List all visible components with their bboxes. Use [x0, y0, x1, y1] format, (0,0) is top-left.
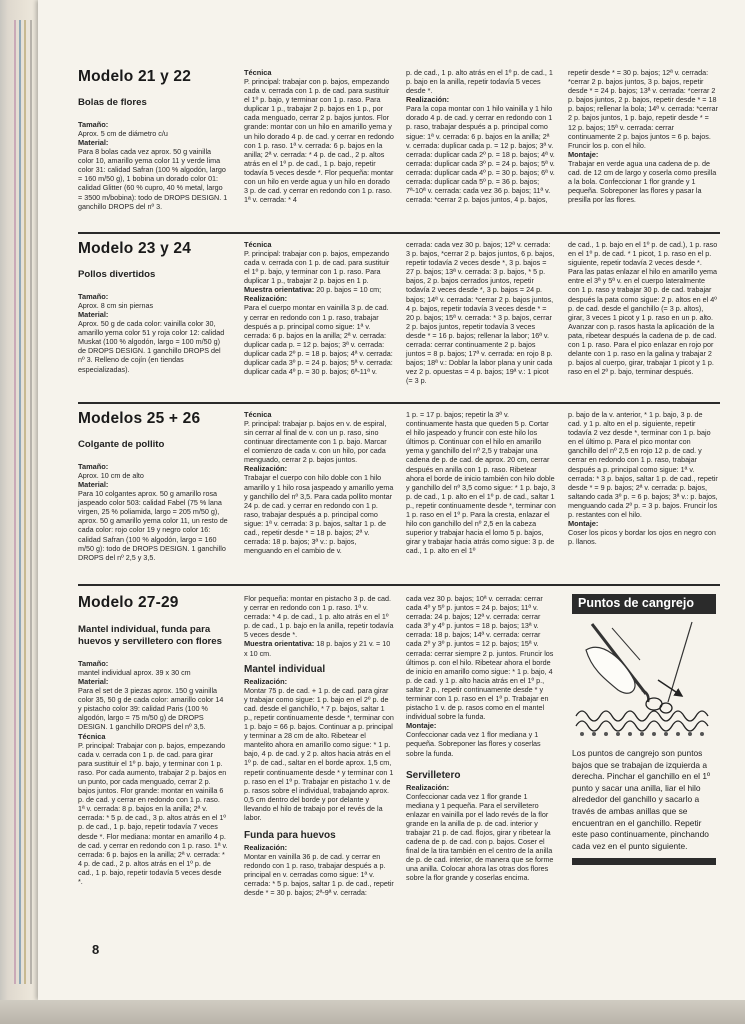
column-text: cada vez 30 p. bajos; 10ª v. cerrada: cerrar cada 4º y 5º p. juntos = 24 p. bajos; 11ª v. cerrada: 24 p. bajos; 12ª v. cerrada: cerrar cada 3º y 4º p. juntos = 18 p. bajos; 13ª v. cerrada: 18 p. bajos; 14ª v. cerrada: cerrar cada 2º y 3º p. juntos = 12 p. bajos; 15ª v. cerrada: cerrar siempre 2 p. juntos. Fruncir los últimos p. con el hilo. Ribetear ahora el borde de inicio en amarillo como sigue: * 1 p. bajo, 4 p. de cad. y 1 p. alto hacia atrás en el 1º p., saltar 2 p., repetir continuamente desde * y terminar con 1 p. raso en el 1º p. Trabajar en pistacho 1 v. de p. rasos como en el mantel individual sobre la funda.	[406, 594, 554, 722]
column-text: cerrada: cada vez 30 p. bajos; 12ª v. cerrada: 3 p. bajos, *cerrar 2 p. bajos juntos, 6 p. bajos, repetir todavía 2 veces desde *, 3 p. bajos = 27 p. bajos; 13ª v. cerrada: 3 p. bajos, * 5 p. bajos, 2 p. bajos cerrados juntos, repetir todavía 2 veces desde *, 3 p. bajos = 24 p. bajos; 14ª v. cerrada: *cerrar 2 p. bajos juntos, 4 p. bajos, repetir todavía 3 veces desde * = 20 p. bajos; 15ª v. cerrada: * 3 p. bajos, cerrar 2 p. bajos juntos, repetir todavía 3 veces desde * = 16 p. bajos; rellenar la labor; 16ª v. cerrada: cerrar continuamente 2 p. bajos juntos = 8 p. bajos; 17ª v. cerrada: en rojo 8 p. bajos; 18ª v.: Doblar la labor plana y unir cada vez 2 p. opuestas = 4 p. bajos; 19ª v.: 1 picot (= 3 p.	[406, 240, 555, 386]
page-number: 8	[92, 942, 100, 957]
crab-stitch-text: Los puntos de cangrejo son puntos bajos que se trabajan de izquierda a derecha. Pinchar el ganchillo en el 1º punto y sacar una anilla, liar el hilo alrededor del ganchillo y sacarlo a través de ambas anillas que se encuentran en el ganchillo. Repetir este paso continuamente, pinchando cada vez en el punto siguiente.	[572, 748, 711, 851]
crab-stitch-illustration	[572, 620, 716, 740]
column-text: p. de cad., 1 p. alto atrás en el 1º p. de cad., 1 p. bajo en la anilla, repetir todavía 5 veces desde *.	[406, 68, 553, 96]
model-title: Modelos 25 + 26	[78, 410, 201, 427]
size-text: Aprox. 5 cm de diámetro c/u	[78, 129, 168, 138]
crab-stitch-box	[572, 594, 718, 865]
assembly-heading: Montaje:	[406, 721, 437, 731]
column-text: p. bajo de la v. anterior, * 1 p. bajo, 3 p. de cad. y 1 p. alto en el p. siguiente, repetir todavía 2 vez desde *, terminar con 1 p. bajo en el último p. Para el pico montar con ganchillo del nº 2,5 en rojo 12 p. de cad. y cerrar en redondo con 1 p. raso, trabajar después a p. principal como sigue: 1ª v. cerrada: * 3 p. bajos, saltar 1 p. de cad., repetir desde * = 9 p. bajos; 2ª v. cerrada: p. bajos, saltando cada 3º p. = 6 p. bajos; 3ª v.: p. bajos, menguando cada 2º p. = 3 p. bajos. Fruncir los p. restantes con el hilo.	[568, 410, 718, 520]
text-column-3	[406, 594, 556, 883]
text-column-3	[406, 68, 556, 204]
realization-heading: Realización:	[244, 294, 288, 304]
section-modelo-21-22	[78, 68, 718, 228]
technique-heading: Técnica	[244, 410, 272, 419]
mantel-text: Montar 75 p. de cad. + 1 p. de cad. para girar y trabajar como sigue: 1 p. bajo en el 2º p. de cad. desde el ganchillo, * 7 p. bajos, saltar 1 p., repetir continuamente desde *, terminar con 1 p. bajo = 66 p. bajos. Continuar a p. principal y terminar a 28 cm de alto. Ribetear el mantelito ahora en amarillo como sigue: * 1 p. bajo, 4 p. de cad. y 2 p. altos hacia atrás en el 1º p. de cad., saltar en el borde aprox. 1,5 cm, repetir continuamente desde * y terminar con 1 p. raso en el 1º p. Trabajar en pistacho 1 v. de p. rasos sobre el individual, trabajando aprox. 0,5 cm dentro del borde y por delante y llevando el hilo de trabajo por el revés de la labor.	[244, 685, 394, 822]
realization-heading: Realización:	[244, 464, 288, 474]
assembly-text: Trabajar en verde agua una cadena de p. de cad. de 12 cm de largo y coserla como presilla a la bola. Confeccionar 1 flor grande y 1 pequeña. Sobreponer las flores y pasar la presilla por las flores.	[568, 158, 717, 205]
text-column-2	[244, 594, 394, 898]
realization-text: Para el cuerpo montar en vainilla 3 p. de cad. y cerrar en redondo con 1 p. raso, trabajar después a p. principal como sigue: 1ª v. cerrada: 6 p. bajos en la anilla; 2ª v. cerrada: duplicar cada p. = 12 p. bajos; 3ª v. cerrada: duplicar cada 2º p. = 18 p. bajos; 4ª v. cerrada: duplicar cada 3º p. = 24 p. bajos; 5ª v. cerrada: duplicar cada 4º p. = 30 p. bajos; 6ª-11ª v.	[244, 303, 393, 377]
text-column-2	[244, 240, 394, 376]
text-column-3	[406, 240, 556, 386]
gauge-text: 20 p. bajos = 10 cm;	[316, 285, 382, 295]
model-subtitle: Bolas de flores	[78, 97, 147, 108]
material-text: Para el set de 3 piezas aprox. 150 g vainilla color 35, 50 g de cada color: amarillo color 14 y pistacho color 39: calidad Paris (100 % algodón, largo = 75 m/50 g) de DROPS DESIGN. 1 ganchillo DROPS del nº 3,5.	[78, 686, 224, 732]
material-text: Para 10 colgantes aprox. 50 g amarillo rosa jaspeado color 503: calidad Fabel (75 % lana virgen, 25 % poliamida, largo = 205 m/50 g), aprox. 50 g amarillo yema color 11, un resto de cada color: rojo color 19 y negro color 16: calidad Safran (100 % algodón, largo = 160 m/50 g): todo de DROPS DESIGN. 1 ganchillo DROPS del nº 2,5 y 3,5.	[78, 489, 228, 562]
realization-text: Trabajar el cuerpo con hilo doble con 1 hilo amarillo y 1 hilo rosa jaspeado y amarillo yema y ganchillo del nº 3,5. Para cada pollito montar 24 p. de cad. y cerrar en redondo con 1 p. raso, trabajar después a p. principal como sigue: 1ª v. cerrada: 3 p. bajos, saltar 1 p. de cad., repetir desde * = 18 p. bajos; 2ª v. cerrada: 18 p. bajos; 3ª v.: p. bajos, menguando en el cambio de v.	[244, 473, 394, 556]
material-label: Material:	[78, 310, 109, 320]
model-title: Modelo 21 y 22	[78, 68, 192, 85]
realization-heading: Realización:	[406, 95, 450, 105]
realization-text: Para la copa montar con 1 hilo vainilla y 1 hilo dorado 4 p. de cad. y cerrar en redondo con 1 p. raso, trabajar después a p. principal como sigue: 1ª v. cerrada: 6 p. bajos en la anilla; 2ª v. cerrada: duplicar cada p. = 12 p. bajos; 3ª v. cerrada: duplicar cada 2º p. = 18 p. bajos; 4ª v. cerrada: duplicar cada 3º p. = 24 p. bajos; 5ª v. cerrada: duplicar cada 4º p. = 30 p. bajos; 6ª v. cerrada: duplicar cada 5º p. = 36 p. bajos; 7ª-10ª v. cerrada: cada vez 36 p. bajos; 11ª v. cerrada: *cerrar 2 p. bajos juntos, 4 p. bajos,	[406, 104, 555, 205]
section-info-column	[78, 240, 228, 374]
gauge-heading: Muestra orientativa:	[244, 285, 315, 295]
box-bottom-bar	[572, 858, 716, 865]
technique-text: P. principal: trabajar p. bajos en v. de espiral, sin cerrar al final de v. con un p. raso, sino continuar directamente con 1 p. bajo. Marcar el comienzo de cada v. con un hilo, por cada menguado, cerrar 2 p. bajos juntos.	[244, 419, 387, 465]
size-label: Tamaño:	[78, 462, 109, 471]
material-label: Material:	[78, 480, 109, 490]
text-column-4	[568, 68, 718, 204]
crab-stitch-title: Puntos de cangrejo	[572, 594, 716, 614]
size-label: Tamaño:	[78, 292, 109, 301]
servilletero-text: Confeccionar cada vez 1 flor grande 1 mediana y 1 pequeña. Para el servilletero enlazar en vainilla por el lado revés de la flor grande en la anilla de p. de cad. interior y trabajar 21 p. de cad. flojos, girar y ribetear la cadena de p. de cad. con p. bajos. Coser el final de la tira también en el centro de la anilla de p. de cad. interior, de manera que se forme una anilla. Colocar ahora las otras dos flores sobre la flor grande y coserlas encima.	[406, 791, 554, 883]
edge-stripe	[19, 20, 21, 984]
realization-heading: Realización:	[244, 843, 288, 853]
column-text: repetir desde * = 30 p. bajos; 12ª v. cerrada: *cerrar 2 p. bajos juntos, 3 p. bajos, repetir desde * = 24 p. bajos; 13ª v. cerrada: *cerrar 2 p. bajos juntos, 2 p. bajos, repetir desde * = 18 p. bajos; rellenar la bola; 14ª v. cerrada: *cerrar 2 p. bajos juntos, 1 p. bajo, repetir desde * = 12 p. bajos; 15ª v. cerrada: cerrar continuamente 2 p. bajos juntos = 6 p. bajos. Fruncir los p. con el hilo.	[568, 68, 718, 150]
text-column-4	[568, 240, 718, 376]
size-label: Tamaño:	[78, 659, 109, 668]
section-divider	[78, 232, 720, 234]
section-info-column	[78, 594, 228, 886]
size-text: Aprox. 8 cm sin piernas	[78, 301, 154, 310]
section-modelos-25-26	[78, 410, 718, 578]
model-subtitle: Pollos divertidos	[78, 269, 156, 280]
edge-stripe	[24, 20, 26, 984]
technique-heading: Técnica	[244, 68, 272, 77]
column-text: de cad., 1 p. bajo en el 1º p. de cad.), 1 p. raso en el 1º p. de cad. * 1 picot, 1 p. raso en el p. siguiente, repetir todavía 2 veces desde *. Para las patas enlazar el hilo en amarillo yema entre el 3ª y 5ª v. en el cuerpo lateralmente con 1 p. raso y trabajar 30 p. de cad. trabajar después la pata como sigue: 2 p. altos en el 4º p. de cad. desde el ganchillo (= 3 p. altos), girar, 3 veces 1 picot y 1 p. raso en un p. alto. Avanzar con p. rasos hasta la aplicación de la pata, ribetear después la cadena de p. de cad. con 1 p. raso. Para el pico enlazar en rojo por delante con 1 p. raso en la galina y trabajar 2 p. bajos al cuerpo, girar, trabajar 1 picot y 1 p. raso en el 2º p. bajo, terminar después.	[568, 240, 718, 377]
material-text: Aprox. 50 g de cada color: vainilla color 30, amarillo yema color 51 y roja color 12: calidad Muskat (100 % algodón, largo = 100 m/50 g) de DROPS DESIGN. 1 ganchillo DROPS del nº 3. Relleno de cojín (en tiendas especializadas).	[78, 319, 225, 374]
material-label: Material:	[78, 677, 109, 687]
section-info-column	[78, 410, 228, 562]
assembly-text: Coser los picos y bordar los ojos en negro con p. llanos.	[568, 528, 716, 547]
realization-heading: Realización:	[244, 676, 288, 686]
funda-title: Funda para huevos	[244, 830, 336, 842]
assembly-text: Confeccionar cada vez 1 flor mediana y 1 pequeña. Sobreponer las flores y coserlas sobre la funda.	[406, 730, 541, 758]
technique-heading: Técnica	[78, 731, 106, 741]
model-title: Modelo 23 y 24	[78, 240, 192, 257]
technique-text: P. principal: trabajar con p. bajos, empezando cada v. cerrada con 1 p. de cad. para sustituir el 1º p. bajo, y terminar con 1 p. raso. Para duplicar 1 p., trabajar 2 p. bajos en 1 p.	[244, 249, 390, 286]
assembly-heading: Montaje:	[568, 519, 599, 529]
gauge-heading: Muestra orientativa:	[244, 639, 315, 649]
section-modelo-27-29	[78, 594, 718, 934]
column-text: 1 p. = 17 p. bajos; repetir la 3ª v. continuamente hasta que queden 5 p. Cortar el hilo jaspeado y fruncir con este hilo los últimos p. Continuar con el hilo en amarillo yema y ganchillo del nº 2,5 y trabajar una cadena de p. de cad. de aprox. 20 cm, cerrar después en anilla con 1 p. raso. Ribetear ahora el borde de inicio también con hilo doble y ganchillo del nº 3,5 como sigue: * 1 p. bajo, 3 p. de cad., 1 p. alto en el 1º p. de cad., saltar 1 p., repetir continuamente desde *, terminar con 1 p. raso en el 1º p. Para la cresta, enlazar el hilo con ganchillo del nº 2,5 en la cabeza superior y trabajar hacia el lomo 5 p. bajos, girar y trabajar hacia atrás como sigue: 3 p. de cad., 1 p. alto en el 1º	[406, 410, 556, 556]
size-text: mantel individual aprox. 39 x 30 cm	[78, 668, 191, 677]
edge-stripe	[30, 20, 32, 984]
page-bottom-shadow	[0, 1000, 745, 1024]
size-text: Aprox. 10 cm de alto	[78, 471, 144, 480]
gauge-text: 18 p. bajos y 21 v. = 10 x 10 cm.	[244, 639, 391, 658]
assembly-heading: Montaje:	[568, 149, 599, 159]
text-column-4	[568, 410, 718, 546]
column-text: Flor pequeña: montar en pistacho 3 p. de cad. y cerrar en redondo con 1 p. raso. 1ª v. cerrada: * 4 p. de cad., 1 p. alto atrás en el 1º p. de cad., 1 p. bajo en la anilla, repetir todavía 5 veces desde *.	[244, 594, 394, 640]
text-column-2	[244, 68, 394, 204]
model-subtitle: Colgante de pollito	[78, 439, 165, 450]
section-divider	[78, 584, 720, 586]
realization-heading: Realización:	[406, 782, 450, 792]
edge-stripe	[14, 20, 16, 984]
servilletero-title: Servilletero	[406, 769, 461, 781]
funda-text: Montar en vainilla 36 p. de cad. y cerrar en redondo con 1 p. raso, trabajar después a p. principal en v. cerradas como sigue: 1ª v. cerrada: * 5 p. bajos, saltar 1 p. de cad., repetir desde * = 30 p. bajos; 2ª-9ª v. cerrada:	[244, 852, 394, 898]
page-edge	[0, 0, 40, 1024]
text-column-3	[406, 410, 556, 556]
model-subtitle: Mantel individual, funda para huevos y servilletero con flores	[78, 624, 222, 647]
text-column-2	[244, 410, 394, 555]
section-divider	[78, 402, 720, 404]
mantel-title: Mantel individual	[244, 663, 326, 675]
technique-text: P. principal: trabajar con p. bajos, empezando cada v. cerrada con 1 p. de cad. para sustituir el 1º p. bajo, y terminar con 1 p. raso. Para duplicar 1 p., trabajar 2 p. bajos en 1 p., por cada menguado, cerrar 2 p. bajos juntos. Flor grande: montar con un hilo en amarillo yema y un hilo dorado 4 p. de cad. y cerrar en redondo con 1 p. raso. 1ª v. cerrada: 6 p. bajos en la anilla; 2ª v. cerrada: * 4 p. de cad., 2 p. altos atrás en el 1º p. de cad., 1 p. bajo, repetir todavía 5 veces desde *. Flor pequeña: montar con un hilo en verde agua y un hilo en dorado 3 p. de cad. y cerrar en redondo con 1 p. raso. 1ª v. cerrada: * 4	[244, 77, 394, 205]
size-label: Tamaño:	[78, 120, 109, 129]
model-title: Modelo 27-29	[78, 594, 179, 611]
section-info-column	[78, 68, 228, 211]
section-modelo-23-24	[78, 240, 718, 398]
material-label: Material:	[78, 138, 109, 148]
technique-text: P. principal: Trabajar con p. bajos, empezando cada v. cerrada con 1 p. de cad. para girar para sustituir el 1º p. bajo, y terminar con 1 p. raso. Por cada aumento, trabajar 2 p. bajos en un punto, por cada menguado, cerrar 2 p. bajos juntos. Flor grande: montar en vainilla 6 p. de cad. y cerrar en redondo con 1 p. raso. 1ª v. cerrada: 8 p. bajos en la anilla; 2ª v. cerrada: * 5 p. de cad., 3 p. altos atrás en el 1º p. de cad., 1 p. bajo, repetir todavía 7 veces desde *. Flor mediana: montar en amarillo 4 p. de cad. y cerrar en redondo con 1 p. raso. 1ª v. cerrada: 6 p. bajos en la anilla; 2ª v. cerrada: * 4 p. de cad., 2 p. altos atrás en el 1º p. de cad., 1 p. bajo, repetir todavía 5 veces desde *.	[78, 740, 228, 886]
material-text: Para 8 bolas cada vez aprox. 50 g vainilla color 10, amarillo yema color 11 y verde lima color 31: calidad Safran (100 % algodón, largo = 160 m/50 g), 1 bobina un dorado color 01: calidad Glitter (60 % cupro, 40 % metal, largo = 3500 m/bobina): todo de DROPS DESIGN. 1 ganchillo DROPS del nº 3.	[78, 147, 228, 211]
technique-heading: Técnica	[244, 240, 272, 249]
